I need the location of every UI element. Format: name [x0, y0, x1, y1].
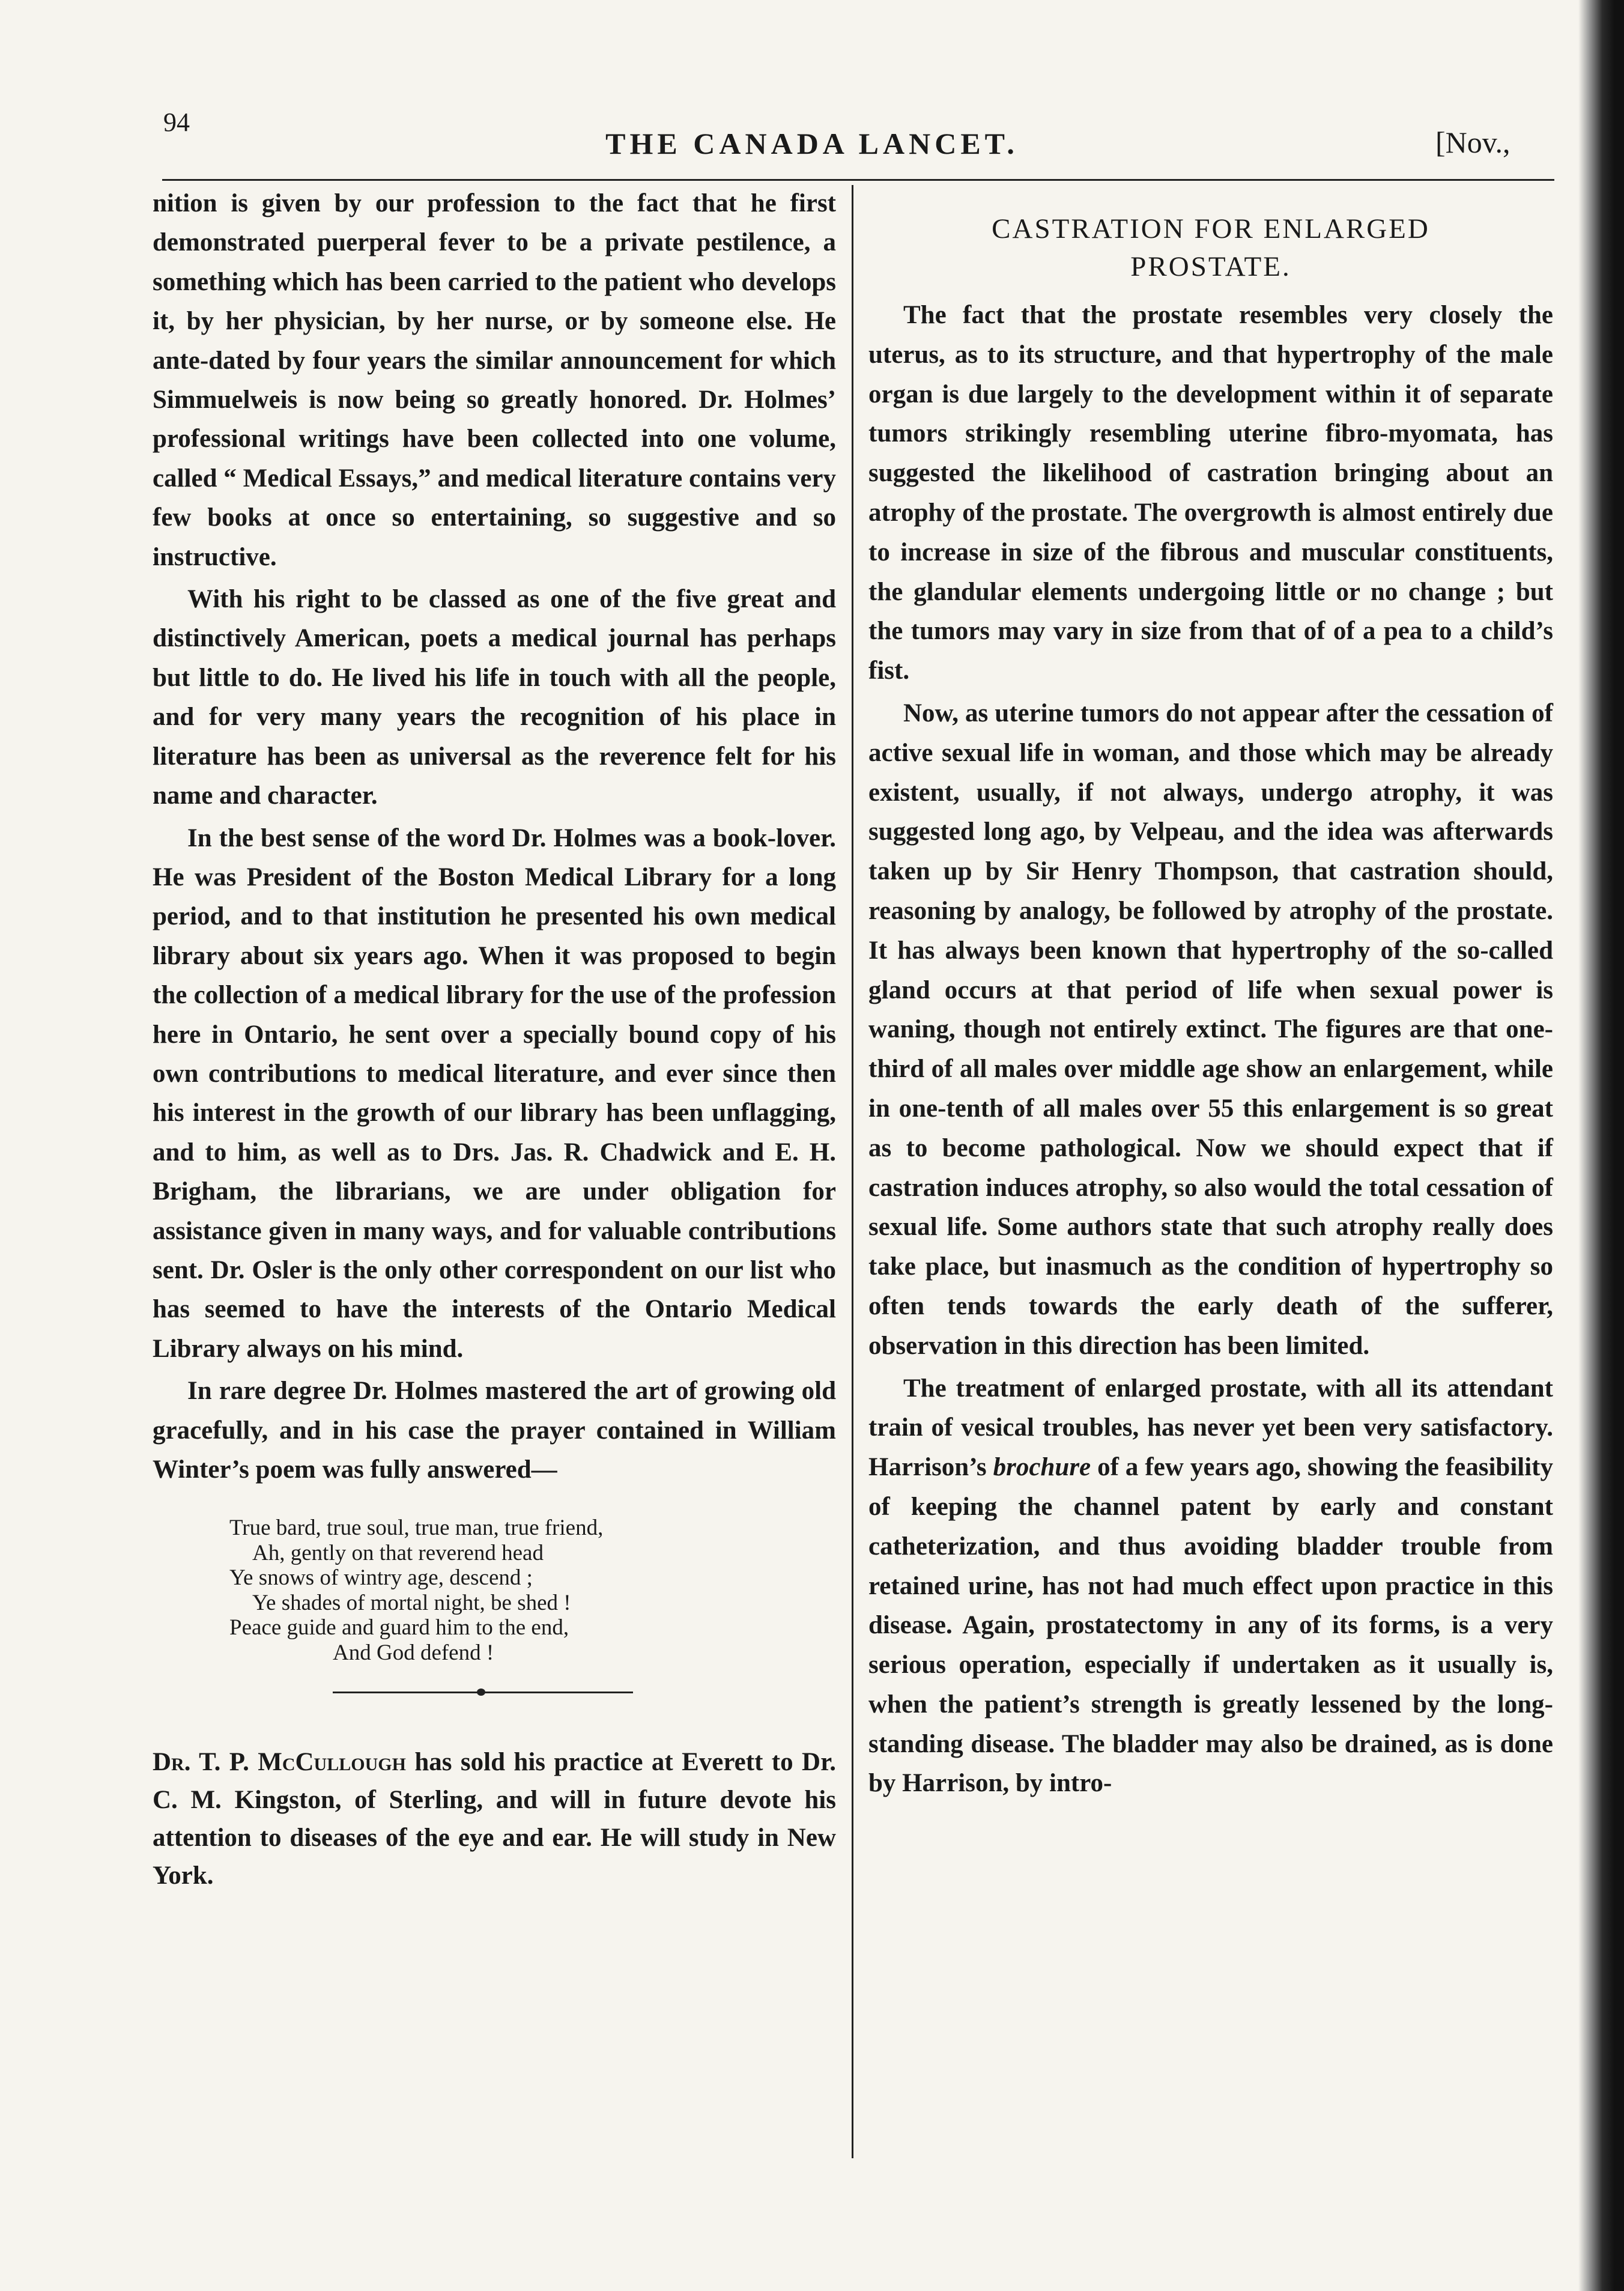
poem-line: And God defend ! — [333, 1640, 494, 1665]
poem-line: Ye shades of mortal night, be shed ! — [252, 1590, 571, 1615]
paragraph: In the best sense of the word Dr. Holmes was a book-lover. He was President of the Boston Medical Library for a long period, and to that institution he presented his own medical library about six years ago. When it was proposed to begin the collection of a medical library for the use of the profession here in Ontario, he sent over a specially bound copy of his own contributions to medical literature, and ever since then his interest in the growth of our library has been unflagging, and to him, as well as to Drs. Jas. R. Chadwick and E. H. Brigham, the librarians, we are under obligation for assistance given in many ways, and for valuable contributions sent. Dr. Osler is the only other correspondent on our list who has seemed to have the interests of the Ontario Medical Library always on his mind. — [153, 824, 836, 1363]
article-title — [868, 210, 1553, 286]
poem-line: Peace guide and guard him to the end, — [229, 1615, 569, 1640]
divider-ornament — [477, 1689, 485, 1696]
paragraph: The fact that the prostate resembles very closely the uterus, as to its structure, and that hypertrophy of the male organ is due largely to the development within it of separate tumors strikingly resembling uterine fibro-myomata, has suggested the likelihood of castration bringing about an atrophy of the prostate. The overgrowth is almost entirely due to increase in size of the fibrous and muscular constituents, the glandular elements undergoing little or no change ; but the tumors may vary in size from that of of a pea to a child’s fist. — [868, 301, 1553, 685]
book-binding-edge — [1578, 0, 1624, 2291]
left-column — [153, 184, 836, 1895]
paragraph: In rare degree Dr. Holmes mastered the art of growing old gracefully, and in his case the prayer contained in William Winter’s poem was fully answered— — [153, 1377, 836, 1484]
section-divider — [333, 1686, 633, 1699]
italic-term: brochure — [993, 1453, 1091, 1482]
paragraph-text: The treatment of enlarged prostate, with all its attendant train of vesical troubles, has never yet been very satisfactory. Harrison’s — [868, 1374, 1553, 1482]
poem-line: Ah, gently on that reverend head — [252, 1540, 544, 1565]
right-column — [868, 184, 1553, 1803]
paragraph-text: of a few years ago, showing the feasibility of keeping the channel patent by early and constant catheterization, and thus avoiding bladder trouble from retained urine, has not had much effect upon practice in this disease. Again, prostatectomy in any of its forms, is a very serious operation, especially if undertaken as it usually is, when the patient’s strength is greatly lessened by the long-standing disease. The bladder may also be drained, as is done by Harrison, by intro- — [868, 1453, 1554, 1798]
paragraph: With his right to be classed as one of the five great and distinctively American, poets a medical journal has perhaps but little to do. He lived his life in touch with all the people, and for very many years the recognition of his place in literature has been as universal as the reverence felt for his name and character. — [153, 585, 836, 810]
note-name: Dr. T. P. McCullough — [153, 1748, 406, 1777]
paragraph — [868, 1369, 1553, 1804]
note-text: has sold his practice at Everett to Dr. C. M. Kingston, of Sterling, and will in future devote his attention to diseases of the eye and ear. He will study in New York. — [153, 1748, 836, 1890]
page-number: 94 — [163, 108, 190, 137]
paragraph-continued: nition is given by our profession to the fact that he first demonstrated puerperal fever to be a private pestilence, a something which has been carried to the patient who develops it, by her physician, by her nurse, or by someone else. He ante-dated by four years the similar announcement for which Simmuelweis is now being so greatly honored. Dr. Holmes’ professional writings have been collected into one volume, called “ Medical Essays,” and medical literature contains very few books at once so entertaining, so suggestive and so instructive. — [153, 189, 836, 571]
column-rule — [852, 185, 853, 2158]
poem-line: Ye snows of wintry age, descend ; — [229, 1565, 533, 1591]
news-note — [153, 1743, 836, 1895]
issue-month: [Nov., — [1435, 126, 1510, 159]
journal-title: THE CANADA LANCET. — [605, 127, 1019, 160]
article-title-line: PROSTATE. — [1130, 251, 1291, 282]
header-rule — [162, 179, 1554, 181]
poem-line: True bard, true soul, true man, true friend, — [229, 1516, 604, 1541]
poem-quote — [153, 1516, 836, 1665]
article-title-line: CASTRATION FOR ENLARGED — [992, 213, 1430, 244]
paragraph: Now, as uterine tumors do not appear after the cessation of active sexual life in woman, and those which may be already existent, usually, if not always, undergo atrophy, it was suggested long ago, by Velpeau, and the idea was afterwards taken up by Sir Henry Thompson, that castration should, reasoning by analogy, be followed by atrophy of the prostate. It has always been known that hypertrophy of the so-called gland occurs at that period of life when sexual power is waning, though not entirely extinct. The figures are that one-third of all males over middle age show an enlargement, while in one-tenth of all males over 55 this enlargement is so great as to become pathological. Now we should expect that if castration induces atrophy, so also would the total cessation of sexual life. Some authors state that such atrophy really does take place, but inasmuch as the condition of hypertrophy so often tends towards the early death of the sufferer, observation in this direction has been limited. — [868, 699, 1553, 1360]
